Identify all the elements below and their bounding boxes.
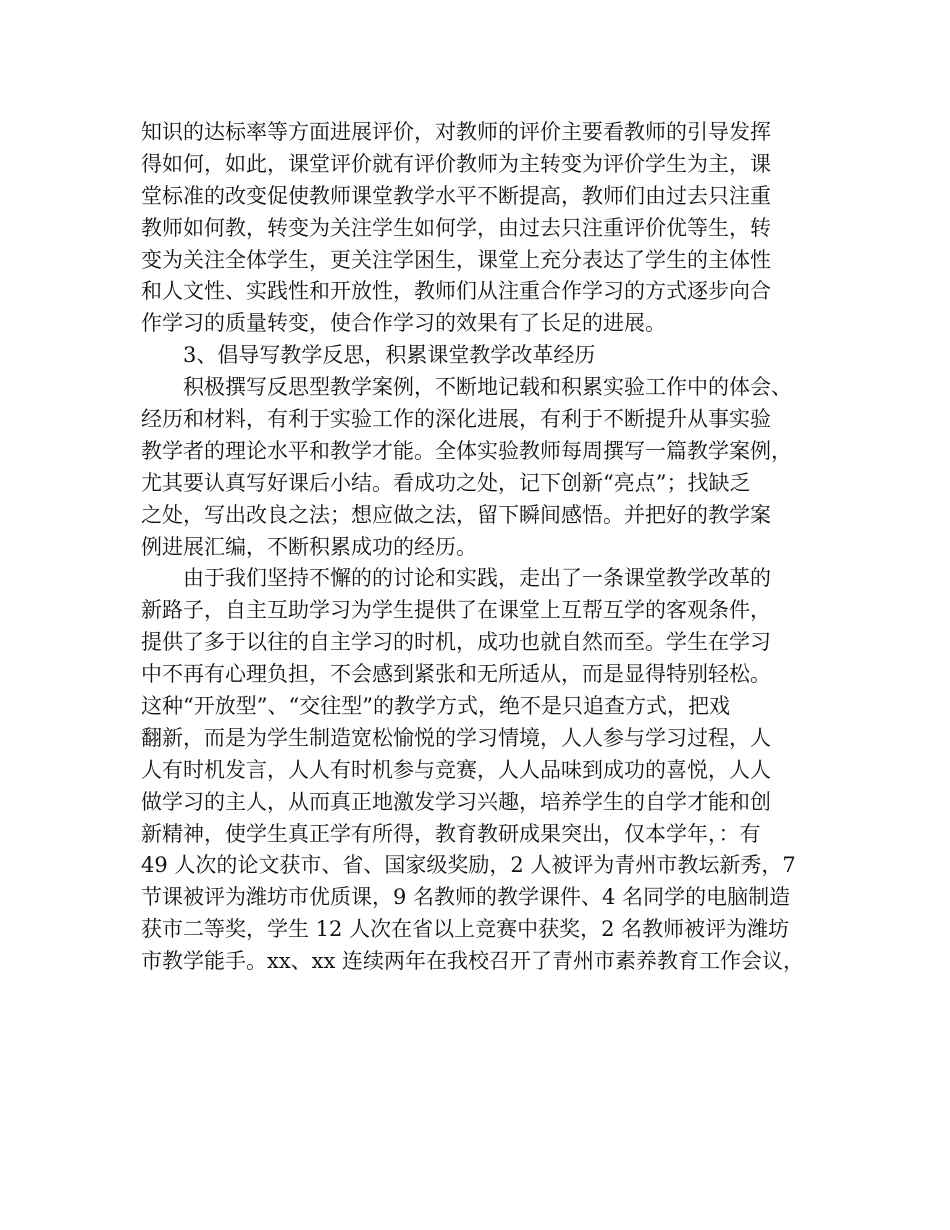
text-line: 堂标准的改变促使教师课堂教学水平不断提高，教师们由过去只注重	[141, 183, 771, 208]
text-line: 由于我们坚持不懈的的讨论和实践，走出了一条课堂教学改革的	[183, 566, 771, 591]
text-line: 例进展汇编，不断积累成功的经历。	[141, 534, 477, 559]
text-line: 作学习的质量转变，使合作学习的效果有了长足的进展。	[141, 311, 666, 336]
text-line: 做学习的主人，从而真正地激发学习兴趣，培养学生的自学才能和创	[141, 789, 771, 814]
text-line: 经历和材料，有利于实验工作的深化进展，有利于不断提升从事实验	[141, 407, 771, 432]
text-line: 市教学能手。xx、xx 连续两年在我校召开了青州市素养教育工作会议，	[141, 949, 805, 974]
text-line: 教师如何教，转变为关注学生如何学，由过去只注重评价优等生，转	[141, 215, 771, 240]
text-line: 变为关注全体学生，更关注学困生，课堂上充分表达了学生的主体性	[141, 247, 771, 272]
text-line: 翻新，而是为学生制造宽松愉悦的学习情境，人人参与学习过程，人	[141, 725, 771, 750]
text-line: 和人文性、实践性和开放性，教师们从注重合作学习的方式逐步向合	[141, 279, 771, 304]
text-line: 节课被评为潍坊市优质课，9 名教师的教学课件、4 名同学的电脑制造	[141, 885, 791, 910]
text-line: 人有时机发言，人人有时机参与竞赛，人人品味到成功的喜悦，人人	[141, 757, 771, 782]
document-body	[141, 117, 821, 978]
text-line: 尤其要认真写好课后小结。看成功之处，记下创新“亮点”；找缺乏	[141, 470, 751, 495]
text-line: 中不再有心理负担，不会感到紧张和无所适从，而是显得特别轻松。	[141, 662, 771, 687]
text-line: 教学者的理论水平和教学才能。全体实验教师每周撰写一篇教学案例，	[141, 438, 792, 463]
text-line: 获市二等奖，学生 12 人次在省以上竞赛中获奖，2 名教师被评为潍坊	[141, 917, 790, 942]
text-line: 提供了多于以往的自主学习的时机，成功也就自然而至。学生在学习	[141, 630, 771, 655]
text-line: 新精神，使学生真正学有所得，教育教研成果突出，仅本学年，：有	[141, 821, 761, 846]
text-line: 积极撰写反思型教学案例，不断地记载和积累实验工作中的体会、	[183, 375, 792, 400]
text-line: 新路子，自主互助学习为学生提供了在课堂上互帮互学的客观条件，	[141, 598, 771, 623]
text-line: 之处，写出改良之法；想应做之法，留下瞬间感悟。并把好的教学案	[141, 502, 771, 527]
text-line: 这种“开放型”、“交往型”的教学方式，绝不是只追查方式，把戏	[141, 694, 730, 719]
text-line: 知识的达标率等方面进展评价，对教师的评价主要看教师的引导发挥	[141, 120, 771, 144]
text-line: 3、倡导写教学反思，积累课堂教学改革经历	[183, 343, 596, 368]
text-line: 49 人次的论文获市、省、国家级奖励，2 人被评为青州市教坛新秀，7	[141, 853, 796, 878]
text-line: 得如何，如此，课堂评价就有评价教师为主转变为评价学生为主，课	[141, 151, 771, 176]
